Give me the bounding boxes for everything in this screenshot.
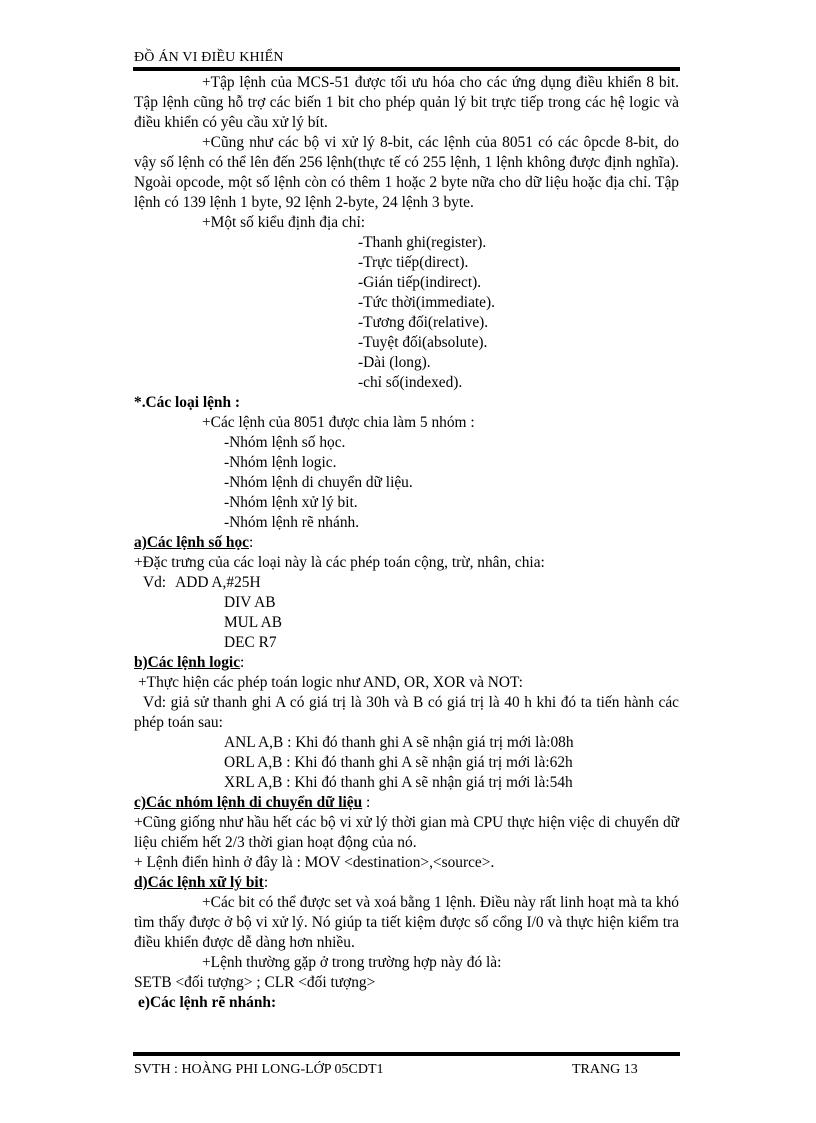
section-c-desc: +Cũng giống như hầu hết các bộ vi xử lý thời gian mà CPU thực hiện việc di chuyển dữ liệu chiếm hết 2/3 thời gian hoạt động của nó. <box>134 814 679 851</box>
section-d-paragraph: +Các bit có thể được set và xoá bằng 1 lệnh. Điều này rất linh hoạt mà ta khó tìm thấy được ở bộ vi xử lý. Nó giúp ta tiết kiệm được số cổng I/0 và thực hiện kiểm tra điều khiển được dễ dàng hơn nhiều. <box>134 894 679 951</box>
section-c-heading: c)Các nhóm lệnh di chuyển dữ liệu <box>134 794 363 811</box>
instruction-group-item: -Nhóm lệnh rẽ nhánh. <box>224 514 360 531</box>
code-example: DEC R7 <box>224 634 277 651</box>
addressing-mode-item: -Tương đối(relative). <box>358 314 489 331</box>
addressing-mode-item: -Thanh ghi(register). <box>358 234 487 251</box>
instruction-group-item: -Nhóm lệnh di chuyển dữ liệu. <box>224 474 413 491</box>
paragraph-mcs51-intro: +Tập lệnh của MCS-51 được tối ưu hóa cho các ứng dụng điều khiển 8 bit. Tập lệnh cũng hỗ trợ các biến 1 bit cho phép quản lý bit trực tiếp trong các hệ logic và điều khiển có yêu cầu xử lý bít. <box>134 74 679 131</box>
footer-rule <box>133 1052 680 1056</box>
footer-page-number: TRANG 13 <box>572 1062 638 1077</box>
section-a-desc: +Đặc trưng của các loại này là các phép toán cộng, trừ, nhân, chia: <box>134 554 545 571</box>
section-d-heading: d)Các lệnh xữ lý bit <box>134 874 264 891</box>
instruction-group-list <box>134 433 679 533</box>
section-b-vd: Vd: giả sử thanh ghi A có giá trị là 30h và B có giá trị là 40 h khi đó ta tiến hành các phép toán sau: <box>134 694 679 731</box>
section-a-heading: a)Các lệnh số học <box>134 534 250 551</box>
code-example: ANL A,B : Khi đó thanh ghi A sẽ nhận giá trị mới là:08h <box>224 734 574 751</box>
header-rule <box>133 67 680 71</box>
code-example: ADD A,#25H <box>175 574 261 591</box>
instruction-types-heading: *.Các loại lệnh : <box>134 394 241 411</box>
instruction-group-item: -Nhóm lệnh logic. <box>224 454 337 471</box>
section-b-heading: b)Các lệnh logic <box>134 654 241 671</box>
section-c-heading-line: c)Các nhóm lệnh di chuyển dữ liệu : <box>134 794 371 811</box>
addressing-mode-item: -Gián tiếp(indirect). <box>358 274 482 291</box>
addressing-mode-item: -Tuyệt đối(absolute). <box>358 334 488 351</box>
instruction-group-item: -Nhóm lệnh xử lý bit. <box>224 494 358 511</box>
section-e-heading: e)Các lệnh rẽ nhánh: <box>138 994 277 1011</box>
page-body <box>134 73 679 1013</box>
paragraph-opcode: +Cũng như các bộ vi xử lý 8-bit, các lệnh của 8051 có các ôpcde 8-bit, do vậy số lệnh có thể lên đến 256 lệnh(thực tế có 255 lệnh, 1 lệnh không được định nghĩa). Ngoài opcode, một số lệnh còn có thêm 1 hoặc 2 byte nữa cho dữ liệu hoặc địa chỉ. Tập lệnh có 139 lệnh 1 byte, 92 lệnh 2-byte, 24 lệnh 3 byte. <box>134 134 679 211</box>
section-d-heading-line: d)Các lệnh xữ lý bit: <box>134 874 269 891</box>
addressing-mode-item: -Tức thời(immediate). <box>358 294 495 311</box>
instruction-types-intro: +Các lệnh của 8051 được chia làm 5 nhóm : <box>202 414 475 431</box>
section-d-paragraph: +Lệnh thường gặp ở trong trường hợp này đó là: <box>202 954 502 971</box>
section-b-desc: +Thực hiện các phép toán logic như AND, OR, XOR và NOT: <box>138 674 523 691</box>
page-header-title: ĐỒ ÁN VI ĐIỀU KHIỂN <box>134 50 284 65</box>
code-example: ORL A,B : Khi đó thanh ghi A sẽ nhận giá trị mới là:62h <box>224 754 573 771</box>
addressing-mode-item: -Dài (long). <box>358 354 431 371</box>
section-d-example: SETB <đối tượng> ; CLR <đối tượng> <box>134 974 376 991</box>
instruction-group-item: -Nhóm lệnh số học. <box>224 434 346 451</box>
vd-label: Vd: <box>143 574 167 591</box>
addressing-mode-item: -Trực tiếp(direct). <box>358 254 469 271</box>
addressing-mode-item: -chỉ số(indexed). <box>358 374 463 391</box>
paragraph-addressing-intro: +Một số kiểu định địa chỉ: <box>202 214 365 231</box>
code-example: XRL A,B : Khi đó thanh ghi A sẽ nhận giá trị mới là:54h <box>224 774 573 791</box>
section-a-heading-line: a)Các lệnh số học: <box>134 534 254 551</box>
section-c-example: + Lệnh điển hình ở đây là : MOV <destination>,<source>. <box>134 854 495 871</box>
section-b-heading-line: b)Các lệnh logic: <box>134 654 245 671</box>
footer-student: SVTH : HOÀNG PHI LONG-LỚP 05CDT1 <box>134 1062 384 1077</box>
code-example: DIV AB <box>224 594 276 611</box>
section-a-example-row <box>134 573 679 593</box>
addressing-mode-list <box>134 233 679 393</box>
code-example: MUL AB <box>224 614 283 631</box>
